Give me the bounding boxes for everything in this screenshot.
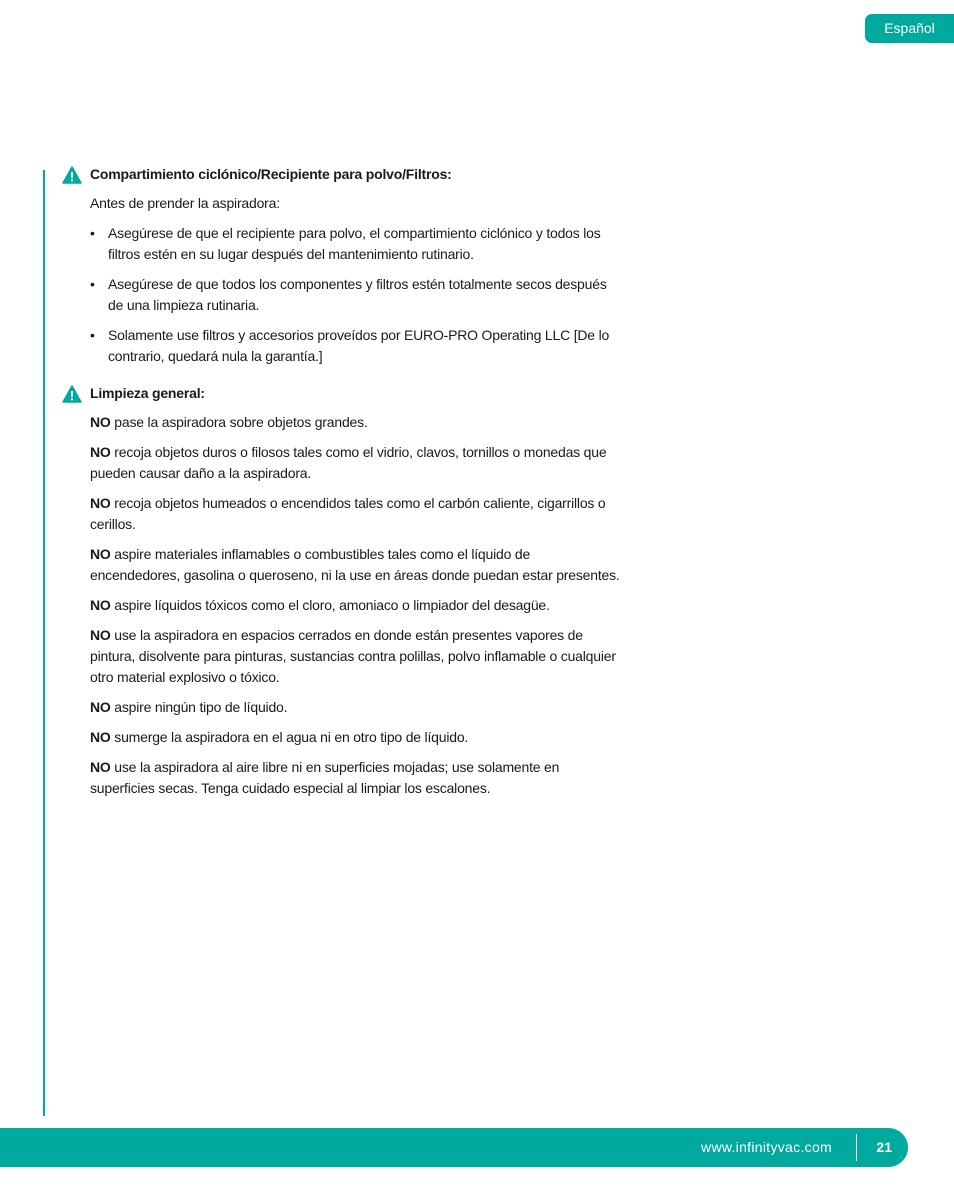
warning-paragraph bbox=[90, 625, 622, 688]
warning-paragraph bbox=[90, 493, 622, 535]
footer-url-link[interactable]: www.infinityvac.com bbox=[701, 1139, 832, 1155]
warning-text: pase la aspiradora sobre objetos grandes. bbox=[110, 414, 368, 430]
warning-text: aspire líquidos tóxicos como el cloro, amoniaco o limpiador del desagüe. bbox=[110, 597, 550, 613]
warning-lead: NO bbox=[90, 495, 111, 511]
main-content bbox=[62, 164, 622, 808]
warning-lead: NO bbox=[90, 414, 111, 430]
warning-lead: NO bbox=[90, 444, 111, 460]
section-heading-text: Limpieza general: bbox=[90, 385, 205, 401]
warning-paragraph bbox=[90, 544, 622, 586]
warning-triangle-icon bbox=[62, 385, 82, 403]
warning-text: aspire materiales inflamables o combustibles tales como el líquido de encendedores, gasolina o queroseno, ni la use en áreas donde puedan estar presentes. bbox=[90, 546, 620, 583]
warning-text: use la aspiradora al aire libre ni en superficies mojadas; use solamente en superficies secas. Tenga cuidado especial al limpiar los escalones. bbox=[90, 759, 560, 796]
footer-divider bbox=[856, 1134, 857, 1161]
page-number: 21 bbox=[876, 1139, 892, 1155]
section-heading-general-cleaning bbox=[62, 383, 622, 404]
list-item-text: Asegúrese de que el recipiente para polvo, el compartimiento ciclónico y todos los filtros estén en su lugar después del mantenimiento rutinario. bbox=[108, 225, 601, 262]
bullet-list bbox=[90, 223, 622, 367]
warning-text: aspire ningún tipo de líquido. bbox=[110, 699, 288, 715]
bullet-marker: • bbox=[90, 276, 95, 292]
bullet-marker: • bbox=[90, 225, 95, 241]
section-heading-cyclonic bbox=[62, 164, 622, 185]
warning-lead: NO bbox=[90, 546, 111, 562]
warning-lead: NO bbox=[90, 759, 111, 775]
warning-lead: NO bbox=[90, 597, 111, 613]
footer-bar bbox=[0, 1128, 908, 1167]
warning-lead: NO bbox=[90, 699, 111, 715]
side-accent-rule bbox=[43, 170, 45, 1116]
warning-text: sumerge la aspiradora en el agua ni en otro tipo de líquido. bbox=[110, 729, 469, 745]
warning-lead: NO bbox=[90, 627, 111, 643]
list-item-text: Solamente use filtros y accesorios proveídos por EURO-PRO Operating LLC [De lo contrario, quedará nula la garantía.] bbox=[108, 327, 610, 364]
warning-triangle-icon bbox=[62, 166, 82, 184]
list-item bbox=[90, 274, 622, 316]
list-item bbox=[90, 223, 622, 265]
warning-text: use la aspiradora en espacios cerrados en donde están presentes vapores de pintura, disolvente para pinturas, sustancias contra polillas, polvo inflamable o cualquier otro material explosivo o tóxico. bbox=[90, 627, 616, 685]
warning-paragraph bbox=[90, 595, 622, 616]
bullet-marker: • bbox=[90, 327, 95, 343]
language-tab: Español bbox=[865, 14, 954, 43]
warning-paragraph bbox=[90, 727, 622, 748]
section-heading-text: Compartimiento ciclónico/Recipiente para polvo/Filtros: bbox=[90, 166, 452, 182]
warning-paragraph bbox=[90, 757, 622, 799]
warning-paragraph bbox=[90, 697, 622, 718]
warning-lead: NO bbox=[90, 729, 111, 745]
warning-text: recoja objetos humeados o encendidos tales como el carbón caliente, cigarrillos o cerillos. bbox=[90, 495, 606, 532]
warning-paragraph bbox=[90, 412, 622, 433]
warning-text: recoja objetos duros o filosos tales como el vidrio, clavos, tornillos o monedas que pueden causar daño a la aspiradora. bbox=[90, 444, 607, 481]
warning-paragraph bbox=[90, 442, 622, 484]
list-item bbox=[90, 325, 622, 367]
list-item-text: Asegúrese de que todos los componentes y filtros estén totalmente secos después de una limpieza rutinaria. bbox=[108, 276, 607, 313]
section-intro: Antes de prender la aspiradora: bbox=[90, 195, 280, 211]
